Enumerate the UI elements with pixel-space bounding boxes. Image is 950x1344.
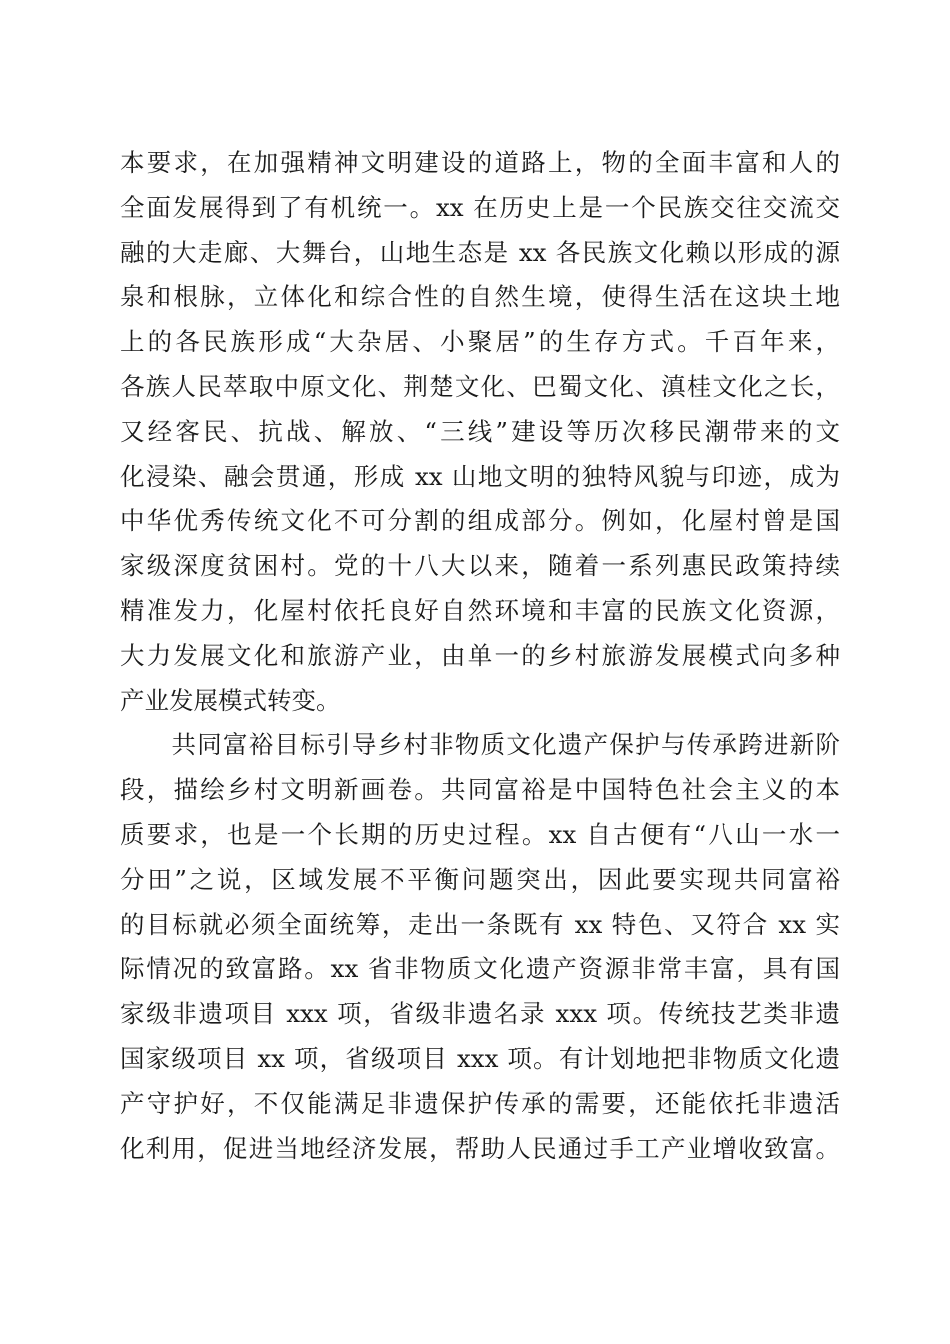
- paragraph-2-line-10: 化利用，促进当地经济发展，帮助人民通过手工产业增收致富。: [120, 1133, 840, 1163]
- paragraph-2-line-2: 段，描绘乡村文明新画卷。共同富裕是中国特色社会主义的本: [120, 775, 840, 805]
- paragraph-1-line-10: 家级深度贫困村。党的十八大以来，随着一系列惠民政策持续: [120, 551, 840, 581]
- paragraph-2-line-8: 国家级项目 xx 项，省级项目 xxx 项。有计划地把非物质文化遗: [120, 1043, 840, 1073]
- paragraph-1-line-6: 各族人民萃取中原文化、荆楚文化、巴蜀文化、滇桂文化之长，: [120, 371, 840, 401]
- paragraph-1-line-3: 融的大走廊、大舞台，山地生态是 xx 各民族文化赖以形成的源: [120, 237, 840, 267]
- paragraph-2-line-9: 产守护好，不仅能满足非遗保护传承的需要，还能依托非遗活: [120, 1088, 840, 1118]
- paragraph-1-line-5: 上的各民族形成“大杂居、小聚居”的生存方式。千百年来，: [120, 327, 840, 357]
- paragraph-1-line-11: 精准发力，化屋村依托良好自然环境和丰富的民族文化资源，: [120, 595, 840, 625]
- paragraph-1-line-2: 全面发展得到了有机统一。xx 在历史上是一个民族交往交流交: [120, 192, 840, 222]
- paragraph-2-line-3: 质要求，也是一个长期的历史过程。xx 自古便有“八山一水一: [120, 819, 840, 849]
- paragraph-1-line-13: 产业发展模式转变。: [120, 685, 341, 715]
- paragraph-1-line-4: 泉和根脉，立体化和综合性的自然生境，使得生活在这块土地: [120, 282, 840, 312]
- paragraph-1-line-8: 化浸染、融会贯通，形成 xx 山地文明的独特风貌与印迹，成为: [120, 461, 840, 491]
- paragraph-1-line-1: 本要求，在加强精神文明建设的道路上，物的全面丰富和人的: [120, 148, 840, 177]
- paragraph-2-line-4: 分田”之说，区域发展不平衡问题突出，因此要实现共同富裕: [120, 864, 840, 894]
- paragraph-1-line-7: 又经客民、抗战、解放、“三线”建设等历次移民潮带来的文: [120, 416, 840, 446]
- paragraph-2-line-6: 际情况的致富路。xx 省非物质文化遗产资源非常丰富，具有国: [120, 954, 840, 984]
- body-text: [120, 141, 840, 1171]
- paragraph-2-line-1: 共同富裕目标引导乡村非物质文化遗产保护与传承跨进新阶: [120, 730, 840, 760]
- paragraph-2-line-7: 家级非遗项目 xxx 项，省级非遗名录 xxx 项。传统技艺类非遗: [120, 999, 840, 1029]
- paragraph-1-line-12: 大力发展文化和旅游产业，由单一的乡村旅游发展模式向多种: [120, 640, 840, 670]
- paragraph-1-line-9: 中华优秀传统文化不可分割的组成部分。例如，化屋村曾是国: [120, 506, 840, 536]
- paragraph-2-line-5: 的目标就必须全面统筹，走出一条既有 xx 特色、又符合 xx 实: [120, 909, 840, 939]
